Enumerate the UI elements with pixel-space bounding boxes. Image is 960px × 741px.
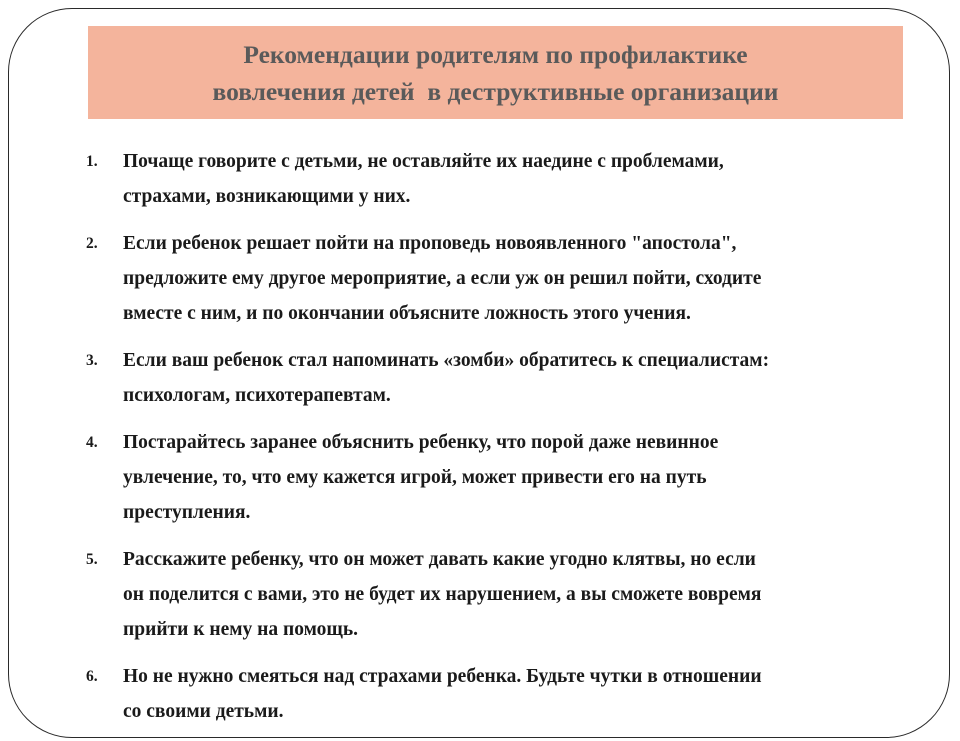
list-item-text-line: преступления. bbox=[123, 502, 251, 523]
recommendations-list bbox=[0, 144, 960, 741]
list-item-text-line: прийти к нему на помощь. bbox=[123, 619, 359, 640]
list-item bbox=[0, 542, 960, 647]
list-item-number: 4. bbox=[86, 434, 98, 451]
list-item bbox=[0, 226, 960, 331]
title-line-2: вовлечения детей в деструктивные организации bbox=[212, 76, 779, 106]
list-item-number: 1. bbox=[86, 153, 98, 170]
list-item-number: 6. bbox=[86, 668, 98, 685]
list-item bbox=[0, 659, 960, 729]
list-item-text-line: увлечение, то, что ему кажется игрой, может привести его на путь bbox=[123, 467, 707, 488]
list-item-text-line: Расскажите ребенку, что он может давать какие угодно клятвы, но если bbox=[123, 549, 756, 570]
title-line-1: Рекомендации родителям по профилактике bbox=[243, 39, 748, 69]
list-item-text-line: Но не нужно смеяться над страхами ребенка. Будьте чутки в отношении bbox=[123, 666, 762, 687]
list-item-text-line: психологам, психотерапевтам. bbox=[123, 385, 391, 406]
list-item-text-line: Если ребенок решает пойти на проповедь новоявленного "апостола", bbox=[123, 233, 737, 254]
page-title bbox=[212, 36, 778, 110]
list-item-text-line: Если ваш ребенок стал напоминать «зомби» обратитесь к специалистам: bbox=[123, 350, 770, 371]
list-item-text-line: он поделится с вами, это не будет их нарушением, а вы сможете вовремя bbox=[123, 584, 762, 605]
list-item-number: 3. bbox=[86, 352, 98, 369]
list-item bbox=[0, 343, 960, 413]
list-item-number: 2. bbox=[86, 235, 98, 252]
list-item-text-line: вместе с ним, и по окончании объясните ложность этого учения. bbox=[123, 303, 691, 324]
list-item-text-line: страхами, возникающими у них. bbox=[123, 186, 411, 207]
list-item bbox=[0, 425, 960, 530]
list-item-text-line: Постарайтесь заранее объяснить ребенку, что порой даже невинное bbox=[123, 432, 719, 453]
list-item bbox=[0, 144, 960, 214]
list-item-text-line: предложите ему другое мероприятие, а если уж он решил пойти, сходите bbox=[123, 268, 762, 289]
list-item-text-line: со своими детьми. bbox=[123, 701, 284, 722]
list-item-number: 5. bbox=[86, 551, 98, 568]
list-item-text-line: Почаще говорите с детьми, не оставляйте их наедине с проблемами, bbox=[123, 151, 724, 172]
title-banner bbox=[88, 26, 903, 119]
